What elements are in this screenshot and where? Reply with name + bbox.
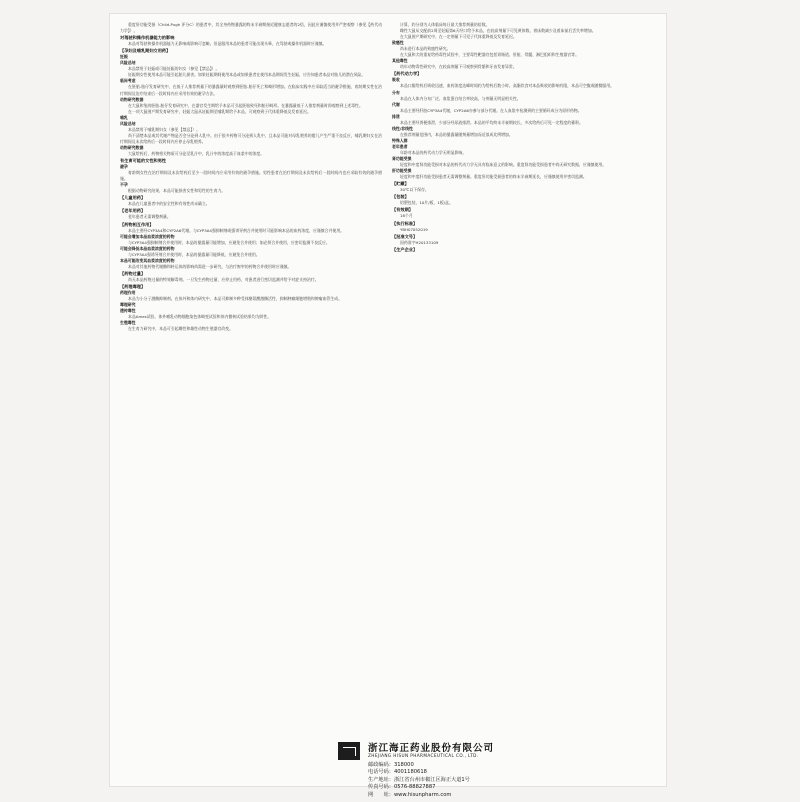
subsection-heading: 肝功能受损 <box>392 168 412 174</box>
section-heading: 【批准文号】 <box>392 233 418 239</box>
section-heading: 【药物相互作用】 <box>120 221 154 227</box>
paragraph: 雌性大鼠从交配前2周至妊娠第6天经口给予本品，在较高剂量下可见黄体数、着床数减少及着床前后丢失率增加。 <box>400 28 596 34</box>
paragraph: 30℃以下保存。 <box>400 187 429 193</box>
subsection-heading: 动物研究数据 <box>120 96 144 102</box>
paragraph: 在推荐剂量范围内，本品的暴露量随剂量增加而近似成比例增加。 <box>400 131 513 137</box>
section-heading: 对驾驶和操作机器能力的影响 <box>120 35 175 41</box>
left-text-column <box>120 22 382 778</box>
paragraph: 尚未进行本品的致癌性研究。 <box>400 46 451 52</box>
section-heading: 【孕妇及哺乳期妇女用药】 <box>120 48 171 54</box>
paragraph: 本品对驾驶和操作机器能力无影响或影响可忽略。但是服用本品的患者可能出现头晕，在驾驶或操作机器时应谨慎。 <box>128 41 327 47</box>
subsection-heading: 哺乳 <box>120 114 128 120</box>
section-heading: 【药代动力学】 <box>392 71 422 77</box>
company-logo <box>338 742 360 760</box>
paragraph: 本品禁用于哺乳期妇女（参见【禁忌】）。 <box>128 126 200 132</box>
paragraph: 在大鼠围产期研究中，在一定剂量下可见子代体重降低及发育延迟。 <box>400 34 517 40</box>
right-text-column <box>392 22 654 778</box>
section-heading: 【老年用药】 <box>120 208 146 214</box>
paragraph: 本品主要经CYP3A4和CYP2A6代谢。与CYP3A4强抑制剂或强诱导剂合并使用时可能影响本品的血药浓度，应谨慎合并使用。 <box>128 227 345 233</box>
subsection-heading: 可能会增加本品血浆浓度的药物 <box>120 233 175 239</box>
subsection-heading: 妊娠 <box>120 54 128 60</box>
paragraph: 轻度和中度肝功能受损患者无需调整剂量。重度肝功能受损患者的终末半衰期延长，应谨慎使用并密切监测。 <box>400 174 587 180</box>
subsection-heading: 代谢 <box>392 101 400 107</box>
paragraph: 本品在儿童患者中的安全性和有效性尚未确立。 <box>128 201 210 207</box>
paragraph: 铝塑包装，10片/板，1板/盒。 <box>400 200 453 206</box>
section-heading: 【生产企业】 <box>392 246 418 252</box>
paragraph: 年龄对本品的药代动力学无明显影响。 <box>400 149 467 155</box>
paragraph: 与CYP3A4强抑制剂合并使用时，本品的暴露量可能增加，应避免合并使用；如必须合并使用，应密切监测不良反应。 <box>128 239 330 245</box>
paragraph: 与CYP3A4强诱导剂合并使用时，本品的暴露量可能降低，应避免合并使用。 <box>128 251 260 257</box>
paragraph: 大鼠给药后，药物相关物质可分泌至乳汁中，乳汁中的浓度高于血浆中的浓度。 <box>128 150 265 156</box>
section-heading: 【包装】 <box>392 194 409 200</box>
section-heading: 【有效期】 <box>392 207 413 213</box>
paragraph: 根据动物研究结果，本品可能损害女性和男性的生育力。 <box>128 188 226 194</box>
package-insert-sheet <box>110 14 666 798</box>
subsection-heading: 肾功能受损 <box>392 156 412 162</box>
paragraph: 本品禁用于妊娠或可能妊娠的妇女（参见【禁忌】）。 <box>128 66 220 72</box>
subsection-heading: 毒理研究 <box>120 302 136 308</box>
paragraph: 18个月 <box>400 213 413 219</box>
subsection-heading: 不孕 <box>120 182 128 188</box>
paragraph: 在大鼠和兔的胚胎-胎仔发育研究中，在器官发生期给予本品可引起胚胎致死和胎仔畸形。在暴露量低于人推荐剂量时即观察到上述毒性。 <box>128 102 363 108</box>
paragraph: 尚无本品药物过量的特效解毒剂。一旦发生药物过量，应停止用药，对患者进行密切监测并给予对症支持治疗。 <box>128 276 319 282</box>
company-name-cn: 浙江海正药业股份有限公司 <box>368 743 495 754</box>
fax-line: 传真号码：0576-88827887 <box>368 784 436 791</box>
section-heading: 【执行标准】 <box>392 220 418 226</box>
paragraph: 本品主要经肝脏CYP3A4代谢，CYP2A6亦参与部分代谢。在人血浆中检测到的主要循环成分为原形药物。 <box>400 107 582 113</box>
subsection-heading: 避孕 <box>120 164 128 170</box>
paragraph: 计算，约分别为人体临床每日最大推荐剂量的倍数。 <box>400 22 490 27</box>
manufacturer-block <box>338 738 668 802</box>
company-contact <box>368 762 470 799</box>
subsection-heading: 风险总结 <box>120 120 136 126</box>
subsection-heading: 风险总结 <box>120 60 136 66</box>
paragraph: 本品对其他药物代谢酶和转运体的影响尚需进一步研究，与治疗窗窄的药物合并使用时应谨慎。 <box>128 263 292 269</box>
paragraph: 国药准字H20133109 <box>400 239 439 245</box>
subsection-heading: 特殊人群 <box>392 137 408 143</box>
subsection-heading: 可能会降低本品血浆浓度的药物 <box>120 245 175 251</box>
subsection-heading: 分布 <box>392 89 400 95</box>
subsection-heading: 排泄 <box>392 113 400 119</box>
paragraph: 妊娠期女性使用本品可能引起胎儿损害。如果妊娠期间使用本品或如果患者在使用本品期间发生妊娠，应告知患者本品对胎儿的潜在风险。 <box>128 72 366 78</box>
subsection-heading: 致癌性 <box>392 40 404 46</box>
subsection-heading: 吸收 <box>392 77 400 83</box>
section-heading: 【药理毒理】 <box>120 283 146 289</box>
phone-line: 电话号码：4001180618 <box>368 769 427 776</box>
paragraph: 在生育力研究中，本品可引起雌性和雄性动物生殖器官改变。 <box>128 326 234 332</box>
website-line: 网 址：www.hisunpharm.com <box>368 791 452 798</box>
paragraph: 老年患者无需调整剂量。 <box>128 214 171 220</box>
paragraph: 幼年动物毒性研究中，在较高剂量下可观察到骨骼和牙齿发育异常。 <box>400 64 517 70</box>
paragraph: 尚不清楚本品或其代谢产物是否会分泌到人乳中。由于很多药物可分泌到人乳中，且本品可能对母乳喂养的婴儿产生严重不良反应，哺乳期妇女在治疗期间及末次给药后一段时间内应停止母乳喂养。 <box>120 132 382 144</box>
paragraph: 本品在人体内分布广泛，血浆蛋白结合率较高，与剂量无明显相关性。 <box>400 95 521 101</box>
paragraph: 本品为小分子激酶抑制剂。在体外和体内研究中，本品可抑制多种受体酪氨酸激酶活性，抑制肿瘤细胞增殖和肿瘤血管生成。 <box>128 296 342 302</box>
subsection-heading: 线性/非线性 <box>392 125 413 131</box>
subsection-heading: 遗传毒性 <box>120 308 136 314</box>
section-heading: 【药物过量】 <box>120 270 146 276</box>
paragraph: 本品口服给药后吸收迅速，血药浓度达峰时间约为给药后数小时。高脂饮食对本品吸收的影响有限，本品可空腹或随餐服用。 <box>400 83 614 89</box>
section-heading: 有生育可能的女性和男性 <box>120 158 167 164</box>
paragraph: 育龄期女性在治疗期间及末次给药后至少一段时间内应采用有效的避孕措施。男性患者在治疗期间及末次给药后一段时间内也应采取有效的避孕措施。 <box>120 170 382 182</box>
subsection-heading: 生殖毒性 <box>120 320 136 326</box>
section-heading: 【贮藏】 <box>392 181 409 187</box>
subsection-heading: 老年患者 <box>392 143 408 149</box>
paragraph: 在大鼠和犬的重复给药毒性试验中，主要毒性靶器官包括胃肠道、肝脏、骨髓、淋巴组织和生殖器官等。 <box>400 52 579 58</box>
paragraph: YBH07052019 <box>400 226 428 232</box>
paragraph: 重度肝功能受损（Child-Pugh 评分C）的患者中，其全身药物暴露的终末半衰期接近健康志愿者的2倍，因此应谨慎使用并严密观察（参见【药代动力学】）。 <box>120 22 382 34</box>
paragraph: 轻度和中度肾功能受损对本品的药代动力学无具有临床意义的影响。重度肾功能受损患者中尚无研究数据，应谨慎使用。 <box>400 162 607 168</box>
subsection-heading: 动物研究数据 <box>120 144 144 150</box>
section-heading: 【儿童用药】 <box>120 195 146 201</box>
postcode-line: 邮政编码：318000 <box>368 762 414 768</box>
paragraph: 在胚胎-胎仔发育研究中，在低于人推荐剂量下的暴露量时观察到胚胎-胎仔死亡和畸形增加。在临床实践中应采取适当的避孕措施，育龄期女性在治疗期间及治疗结束后一段时间内应采用有效的避孕方法。 <box>120 84 382 96</box>
subsection-heading: 本品可能改变其血浆浓度的药物 <box>120 257 175 263</box>
subsection-heading: 临床考虑 <box>120 78 136 84</box>
paragraph: 本品Ames试验、体外哺乳动物细胞染色体畸变试验和体内微核试验结果均为阴性。 <box>128 314 272 320</box>
company-name-en: ZHEJIANG HISUN PHARMACEUTICAL CO., LTD. <box>368 753 479 758</box>
address-line: 生产地址：浙江省台州市椒江区海正大道1号 <box>368 776 470 783</box>
subsection-heading: 其他毒性 <box>392 58 408 64</box>
paragraph: 在一项大鼠围产期发育研究中，妊娠大鼠从妊娠期至哺乳期给予本品，可观察到子代体重降低及发育延迟。 <box>128 108 311 114</box>
subsection-heading: 药理作用 <box>120 290 136 296</box>
paragraph: 本品主要经粪便排泄，少部分经尿液排泄。本品的平均终末半衰期较长，多次给药后可见一定程度的蓄积。 <box>400 119 583 125</box>
